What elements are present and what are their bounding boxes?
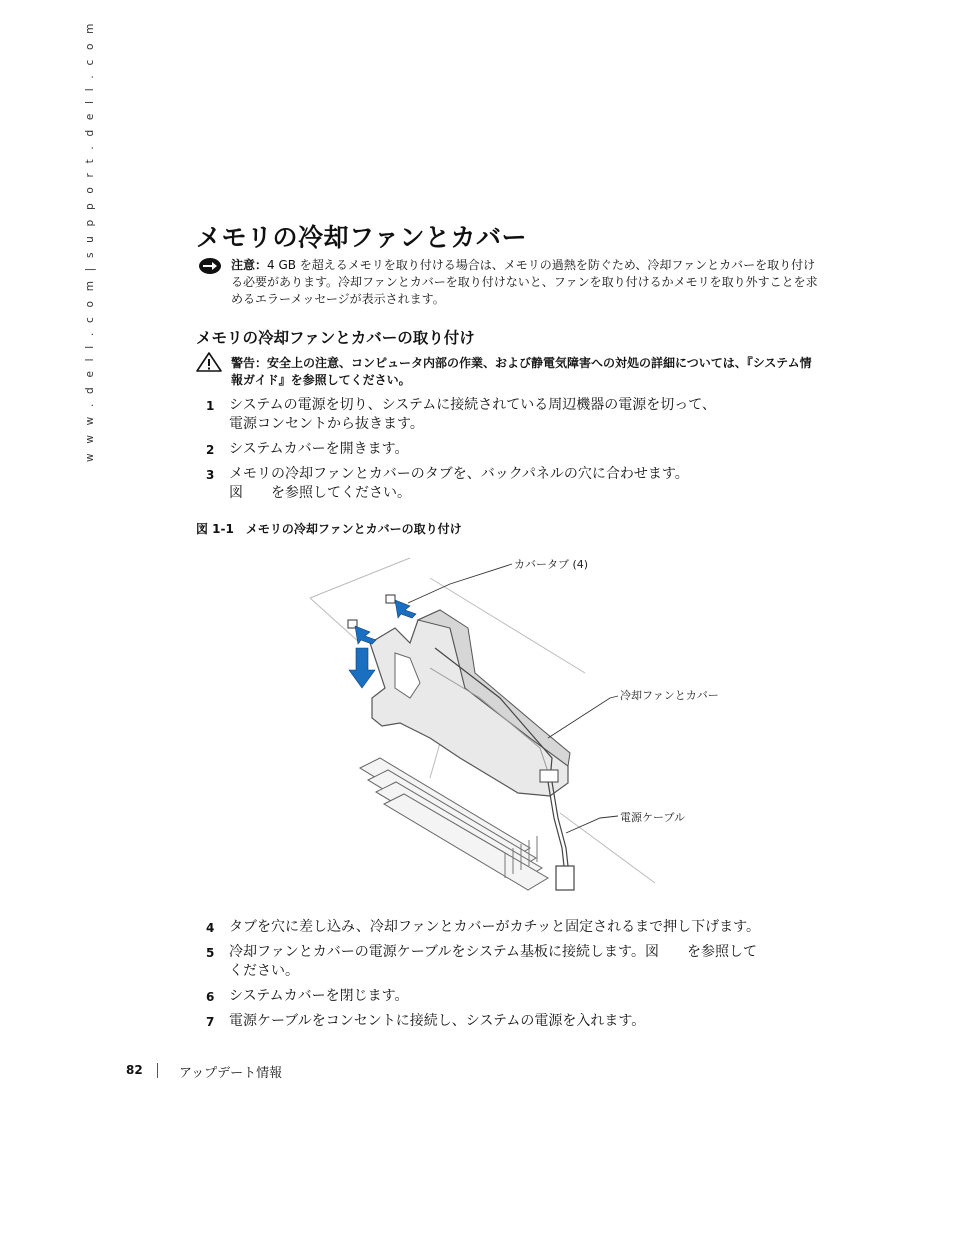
step-text: メモリの冷却ファンとカバーのタブを、バックパネルの穴に合わせます。 — [229, 466, 689, 482]
cable-connector — [556, 866, 574, 890]
step-text-cont: 図 を参照してください。 — [229, 485, 411, 501]
step-text: 電源ケーブルをコンセントに接続し、システムの電源を入れます。 — [229, 1013, 646, 1029]
fan-cover-illustration — [300, 548, 750, 898]
page-title: メモリの冷却ファンとカバー — [196, 223, 528, 252]
warning-text: 安全上の注意、コンピュータ内部の作業、および静電気障害への対処の詳細については、『システム情報ガイド』を参照してください。 — [231, 356, 812, 387]
step-text: システムの電源を切り、システムに接続されている周辺機器の電源を切って、 — [229, 397, 716, 413]
step-number: 6 — [206, 990, 215, 1004]
page-number: 82 — [126, 1063, 143, 1077]
footer-divider — [157, 1063, 158, 1078]
step-number: 4 — [206, 921, 215, 935]
step-number: 5 — [206, 946, 215, 960]
step-text: システムカバーを閉じます。 — [229, 988, 409, 1004]
notice-block — [231, 257, 821, 308]
step-text: 冷却ファンとカバーの電源ケーブルをシステム基板に接続します。図 を参照して — [229, 944, 757, 960]
notice-text: 4 GB を超えるメモリを取り付ける場合は、メモリの過熱を防ぐため、冷却ファンとカバーを取り付ける必要があります。冷却ファンとカバーを取り付けないと、ファンを取り付けるかメモリを取り外すことを求めるエラーメッセージが表示されます。 — [231, 258, 818, 306]
step-text-cont: ください。 — [229, 963, 299, 979]
step-text-cont: 電源コンセントから抜きます。 — [229, 416, 424, 432]
step-text: システムカバーを開きます。 — [229, 441, 409, 457]
figure-title: メモリの冷却ファンとカバーの取り付け — [245, 522, 462, 536]
section-subtitle: メモリの冷却ファンとカバーの取り付け — [196, 329, 475, 347]
callout-power-cable: 電源ケーブル — [620, 811, 686, 824]
figure-number: 図 1-1 — [196, 522, 234, 536]
figure-caption — [196, 520, 462, 537]
step-number: 3 — [206, 468, 215, 482]
cover-tabs — [348, 595, 395, 628]
warning-icon — [195, 351, 223, 373]
step-text: タブを穴に差し込み、冷却ファンとカバーがカチッと固定されるまで押し下げます。 — [229, 919, 761, 935]
notice-label: 注意： — [231, 258, 268, 272]
step-number: 2 — [206, 443, 215, 457]
warning-label: 警告： — [231, 356, 268, 370]
step-number: 7 — [206, 1015, 215, 1029]
notice-icon — [198, 257, 222, 275]
fan-cover-shape — [370, 610, 570, 796]
figure-illustration — [300, 548, 750, 898]
callout-cover-tabs: カバータブ (4) — [514, 558, 589, 571]
footer-section: アップデート情報 — [179, 1066, 283, 1081]
callout-fan-cover: 冷却ファンとカバー — [620, 689, 719, 702]
warning-block — [231, 355, 821, 389]
step-number: 1 — [206, 399, 215, 413]
side-url: w w w . d e l l . c o m | s u p p o r t . d e l l . c o m — [84, 20, 96, 462]
